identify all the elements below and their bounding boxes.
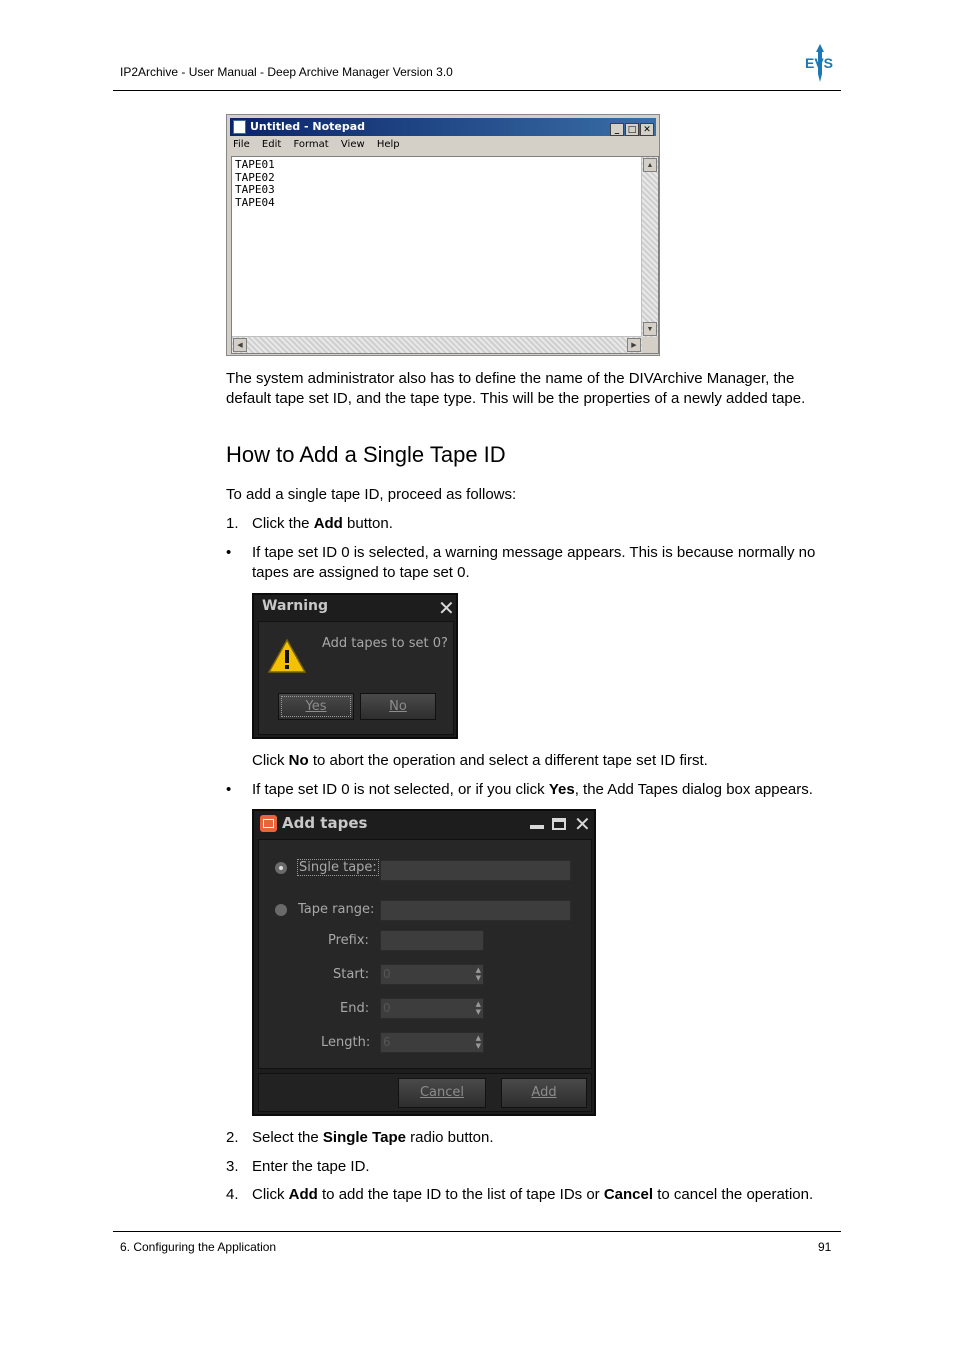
prefix-input[interactable] bbox=[380, 930, 484, 951]
bullet-icon: • bbox=[226, 781, 232, 798]
footer-chapter: 6. Configuring the Application bbox=[120, 1240, 277, 1254]
close-icon[interactable]: ✕ bbox=[574, 812, 591, 836]
add-button[interactable]: Add bbox=[501, 1078, 587, 1108]
scroll-down-icon[interactable]: ▼ bbox=[643, 322, 657, 336]
menu-file[interactable]: File bbox=[233, 139, 250, 150]
tape-range-radio[interactable] bbox=[275, 904, 287, 916]
scroll-left-icon[interactable]: ◀ bbox=[233, 338, 247, 352]
notepad-window bbox=[226, 114, 660, 356]
maximize-icon[interactable] bbox=[552, 818, 566, 830]
notepad-line: TAPE02 bbox=[235, 170, 275, 184]
maximize-icon[interactable]: □ bbox=[625, 123, 639, 136]
step-number: 3. bbox=[226, 1158, 239, 1175]
minimize-icon[interactable]: _ bbox=[610, 123, 624, 136]
step-1-text: Click the Add button. bbox=[252, 515, 393, 532]
tape-range-label: Tape range: bbox=[298, 902, 375, 917]
menu-view[interactable]: View bbox=[340, 139, 365, 150]
notepad-titlebar bbox=[230, 118, 656, 136]
step-number: 2. bbox=[226, 1129, 239, 1146]
cancel-button[interactable]: Cancel bbox=[398, 1078, 486, 1108]
intro-paragraph: The system administrator also has to define the name of the DIVArchive Manager, the default tape set ID, and the tape type. This will be the properties of a newly added tape. bbox=[226, 370, 806, 407]
step-number: 4. bbox=[226, 1186, 239, 1203]
no-button[interactable]: No bbox=[360, 693, 436, 720]
warning-message: Add tapes to set 0? bbox=[322, 636, 448, 651]
notepad-text-area[interactable] bbox=[231, 156, 659, 354]
horizontal-scrollbar[interactable] bbox=[232, 336, 642, 353]
single-tape-label[interactable]: Single tape: bbox=[299, 860, 377, 875]
step-3-text: Enter the tape ID. bbox=[252, 1158, 370, 1175]
menu-edit[interactable]: Edit bbox=[261, 139, 282, 150]
warning-icon bbox=[267, 638, 307, 674]
notepad-line: TAPE01 bbox=[235, 158, 275, 171]
notepad-menubar bbox=[233, 139, 409, 150]
spinner-arrows-icon[interactable]: ▲ ▼ bbox=[475, 1000, 481, 1016]
scroll-up-icon[interactable]: ▲ bbox=[643, 158, 657, 172]
add-tapes-button-bar bbox=[258, 1073, 592, 1112]
notepad-title: Untitled - Notepad bbox=[250, 120, 366, 133]
vertical-scrollbar[interactable] bbox=[641, 157, 658, 337]
add-tapes-dialog bbox=[252, 809, 596, 1116]
start-stepper[interactable]: 0 ▲ ▼ bbox=[380, 964, 484, 985]
step-2-text: Select the Single Tape radio button. bbox=[252, 1129, 494, 1146]
minimize-icon[interactable] bbox=[530, 825, 544, 829]
resize-grip-icon[interactable] bbox=[642, 337, 658, 353]
click-no-text: Click No to abort the operation and select a different tape set ID first. bbox=[252, 752, 708, 769]
svg-text:EVS: EVS bbox=[805, 55, 834, 71]
add-tapes-form bbox=[258, 839, 592, 1069]
bullet-1-text: If tape set ID 0 is selected, a warning message appears. This is because normally no tapes are assigned to tape set 0. bbox=[252, 544, 816, 581]
warning-title: Warning bbox=[262, 598, 329, 614]
menu-help[interactable]: Help bbox=[376, 139, 400, 150]
length-stepper[interactable]: 6 ▲ ▼ bbox=[380, 1032, 484, 1053]
add-tapes-title: Add tapes bbox=[282, 814, 368, 832]
close-icon[interactable]: ✕ bbox=[640, 123, 654, 136]
end-stepper[interactable]: 0 ▲ ▼ bbox=[380, 998, 484, 1019]
length-label: Length: bbox=[321, 1035, 371, 1050]
notepad-line: TAPE04 bbox=[235, 195, 275, 209]
section-heading: How to Add a Single Tape ID bbox=[226, 442, 506, 467]
notepad-icon bbox=[233, 120, 246, 134]
bullet-icon: • bbox=[226, 544, 232, 561]
notepad-line: TAPE03 bbox=[235, 183, 275, 197]
end-label: End: bbox=[340, 1001, 370, 1016]
header-title: IP2Archive - User Manual - Deep Archive Manager Version 3.0 bbox=[120, 65, 453, 79]
spinner-arrows-icon[interactable]: ▲ ▼ bbox=[475, 966, 481, 982]
step-number: 1. bbox=[226, 515, 239, 532]
footer-divider bbox=[113, 1231, 841, 1232]
scroll-right-icon[interactable]: ▶ bbox=[627, 338, 641, 352]
prefix-label: Prefix: bbox=[328, 933, 369, 948]
close-icon[interactable]: ✕ bbox=[438, 596, 455, 620]
bullet-2-text: If tape set ID 0 is not selected, or if you click Yes, the Add Tapes dialog box appears. bbox=[252, 781, 813, 798]
yes-button[interactable]: Yes bbox=[278, 693, 354, 720]
add-tapes-app-icon bbox=[260, 815, 277, 832]
header-divider bbox=[113, 90, 841, 91]
page-number: 91 bbox=[818, 1240, 832, 1254]
single-tape-input[interactable] bbox=[380, 860, 571, 881]
spinner-arrows-icon[interactable]: ▲ ▼ bbox=[475, 1034, 481, 1050]
warning-dialog bbox=[252, 593, 458, 739]
step-4-text: Click Add to add the tape ID to the list of tape IDs or Cancel to cancel the operation. bbox=[252, 1186, 814, 1203]
start-label: Start: bbox=[333, 967, 370, 982]
menu-format[interactable]: Format bbox=[293, 139, 329, 150]
tape-range-input[interactable] bbox=[380, 900, 571, 921]
single-tape-radio[interactable] bbox=[275, 862, 287, 874]
proceed-text: To add a single tape ID, proceed as follows: bbox=[226, 486, 517, 503]
evs-logo-icon bbox=[804, 44, 836, 82]
